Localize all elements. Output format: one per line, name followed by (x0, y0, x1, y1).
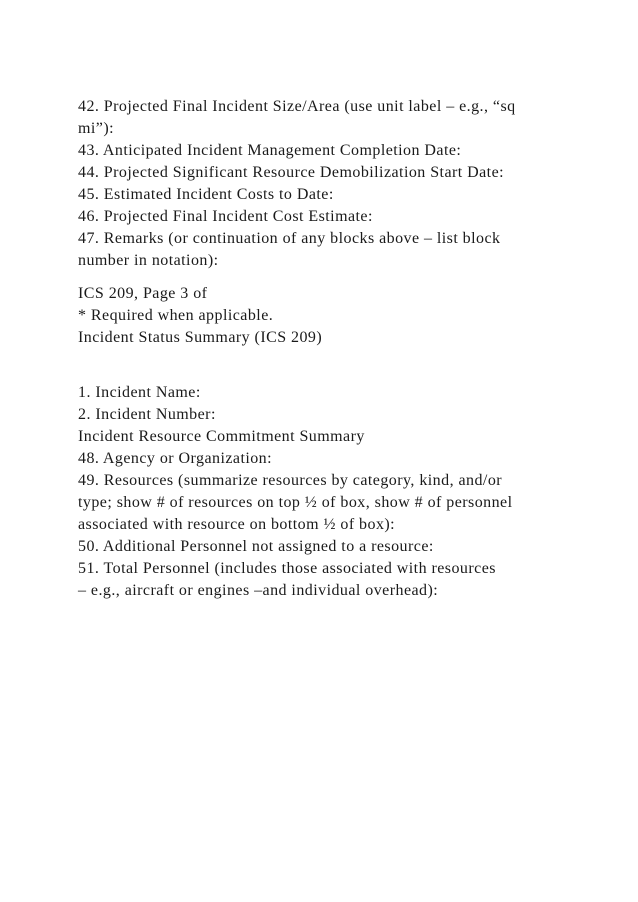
text-line-51: 51. Total Personnel (includes those associated with resources (78, 560, 496, 577)
page-footer-line: ICS 209, Page 3 of (78, 285, 208, 302)
text-line-49-cont-1: type; show # of resources on top ½ of box, show # of personnel (78, 494, 513, 511)
text-line-46: 46. Projected Final Incident Cost Estimate: (78, 208, 373, 225)
text-line-47: 47. Remarks (or continuation of any blocks above – list block (78, 230, 501, 247)
text-line-50: 50. Additional Personnel not assigned to a resource: (78, 538, 434, 555)
text-line-47-cont: number in notation): (78, 252, 219, 269)
text-line-49-cont-2: associated with resource on bottom ½ of box): (78, 516, 396, 533)
text-line-51-cont: – e.g., aircraft or engines –and individual overhead): (78, 582, 439, 599)
text-line-45: 45. Estimated Incident Costs to Date: (78, 186, 334, 203)
text-line-44: 44. Projected Significant Resource Demobilization Start Date: (78, 164, 505, 181)
section-heading: Incident Resource Commitment Summary (78, 428, 365, 445)
text-line-42-cont: mi”): (78, 120, 115, 137)
text-line-42: 42. Projected Final Incident Size/Area (use unit label – e.g., “sq (78, 98, 516, 115)
text-line-incident-number: 2. Incident Number: (78, 406, 216, 423)
required-note: * Required when applicable. (78, 307, 274, 324)
text-line-43: 43. Anticipated Incident Management Completion Date: (78, 142, 462, 159)
text-line-incident-name: 1. Incident Name: (78, 384, 201, 401)
form-title: Incident Status Summary (ICS 209) (78, 329, 323, 346)
text-line-48: 48. Agency or Organization: (78, 450, 273, 467)
text-line-49: 49. Resources (summarize resources by category, kind, and/or (78, 472, 503, 489)
